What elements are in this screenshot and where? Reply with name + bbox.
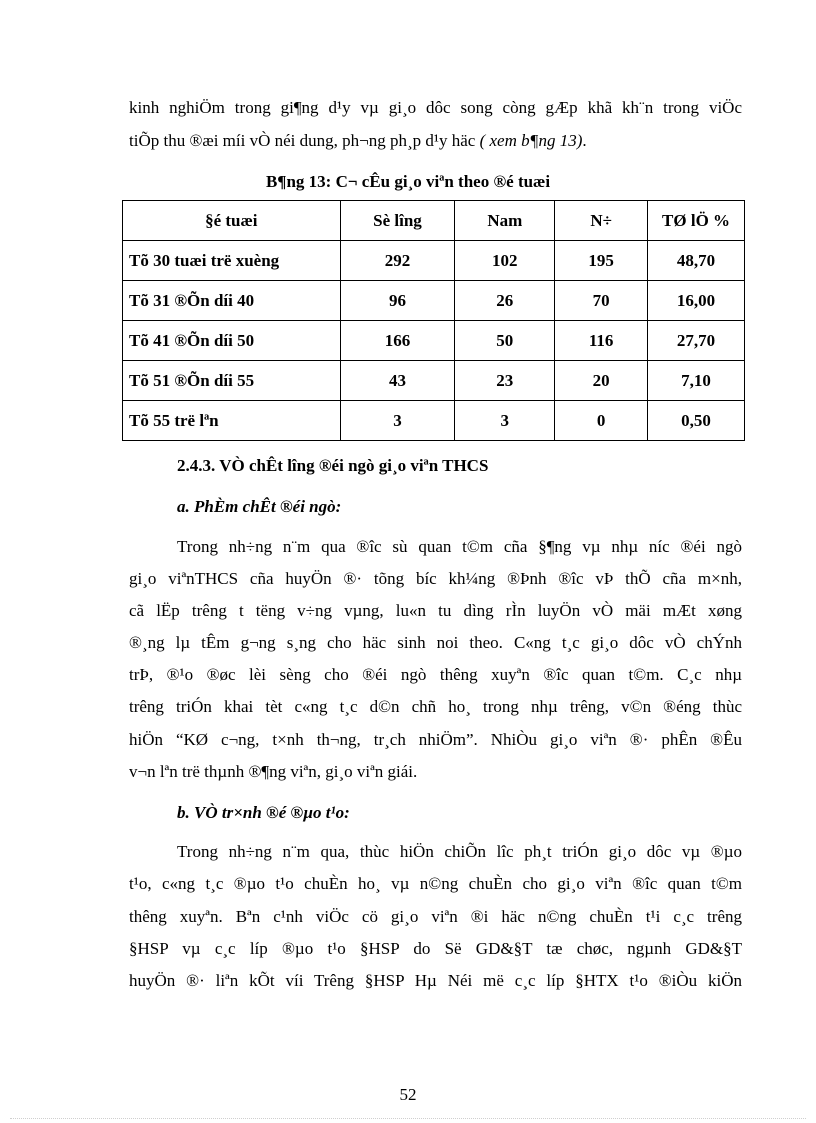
para-a-line-5: trÞ, ®¹o ®øc lèi sèng cho ®éi ngò thêng xuyªn ®îc quan t©m. C¸c nhµ <box>129 665 742 684</box>
intro-line-1: kinh nghiÖm trong gi¶ng d¹y vµ gi¸o dôc song còng gÆp khã kh¨n trong viÖc <box>129 98 742 117</box>
para-b-line-4: §HSP vµ c¸c líp ®µo t¹o §HSP do Së GD&§T tæ chøc, ngµnh GD&§T <box>129 939 742 958</box>
cell-female: 116 <box>555 321 648 361</box>
cell-count: 3 <box>340 401 455 441</box>
header-female: N÷ <box>555 201 648 241</box>
table-row <box>123 241 745 281</box>
cell-count: 43 <box>340 361 455 401</box>
para-b-line-1: Trong nh÷ng n¨m qua, thùc hiÖn chiÕn lîc ph¸t triÓn gi¸o dôc vµ ®µo <box>177 842 742 861</box>
cell-male: 102 <box>455 241 555 281</box>
cell-percent: 7,10 <box>648 361 745 401</box>
table-reference: ( xem b¶ng 13) <box>479 131 583 150</box>
age-structure-table <box>122 200 745 441</box>
cell-age: Tõ 55 trë lªn <box>123 401 341 441</box>
para-a-line-1: Trong nh÷ng n¨m qua ®îc sù quan t©m cña §¶ng vµ nhµ níc ®éi ngò <box>177 537 742 556</box>
cell-count: 166 <box>340 321 455 361</box>
cell-male: 26 <box>455 281 555 321</box>
table-caption: B¶ng 13: C¬ cÊu gi¸o viªn theo ®é tuæi <box>265 172 551 191</box>
intro-line-2-end: . <box>582 131 587 150</box>
cell-male: 3 <box>455 401 555 441</box>
para-b-line-2: t¹o, c«ng t¸c ®µo t¹o chuÈn ho¸ vµ n©ng chuÈn cho gi¸o viªn ®îc quan t©m <box>129 874 742 893</box>
header-percent: TØ lÖ % <box>648 201 745 241</box>
cell-count: 96 <box>340 281 455 321</box>
cell-female: 70 <box>555 281 648 321</box>
header-count: Sè lîng <box>340 201 455 241</box>
table-header-row <box>123 201 745 241</box>
cell-percent: 48,70 <box>648 241 745 281</box>
table-row <box>123 321 745 361</box>
section-heading: 2.4.3. VÒ chÊt lîng ®éi ngò gi¸o viªn THCS <box>177 456 489 475</box>
page-bottom-divider <box>10 1118 806 1119</box>
page-number: 52 <box>399 1085 417 1104</box>
cell-age: Tõ 30 tuæi trë xuèng <box>123 241 341 281</box>
para-a-line-6: trêng triÓn khai tèt c«ng t¸c d©n chñ ho¸ trong nhµ trêng, v©n ®éng thùc <box>129 697 742 716</box>
header-male: Nam <box>455 201 555 241</box>
cell-age: Tõ 31 ®Õn díi 40 <box>123 281 341 321</box>
cell-female: 0 <box>555 401 648 441</box>
cell-age: Tõ 41 ®Õn díi 50 <box>123 321 341 361</box>
cell-percent: 16,00 <box>648 281 745 321</box>
para-b-line-3: thêng xuyªn. Bªn c¹nh viÖc cö gi¸o viªn ®i häc n©ng chuÈn t¹i c¸c trêng <box>129 907 742 926</box>
para-a-line-8: v¬n lªn trë thµnh ®¶ng viªn, gi¸o viªn giái. <box>129 762 418 781</box>
header-age: §é tuæi <box>123 201 341 241</box>
cell-percent: 0,50 <box>648 401 745 441</box>
subheading-a: a. PhÈm chÊt ®éi ngò: <box>177 497 342 516</box>
table-row <box>123 281 745 321</box>
para-a-line-2: gi¸o viªnTHCS cña huyÖn ®· tõng bíc kh¼ng ®Þnh ®îc vÞ thÕ cña m×nh, <box>129 569 742 588</box>
para-b-line-5: huyÖn ®· liªn kÕt víi Trêng §HSP Hµ Néi më c¸c líp §HTX t¹o ®iÒu kiÖn <box>129 971 742 990</box>
para-a-line-7: hiÖn “KØ c¬ng, t×nh th¬ng, tr¸ch nhiÖm”. NhiÒu gi¸o viªn ®· phÊn ®Êu <box>129 730 742 749</box>
cell-male: 50 <box>455 321 555 361</box>
cell-percent: 27,70 <box>648 321 745 361</box>
table-row <box>123 401 745 441</box>
cell-female: 20 <box>555 361 648 401</box>
para-a-line-3: cã lËp trêng t tëng v÷ng vµng, lu«n tu dìng rÌn luyÖn vÒ mäi mÆt xøng <box>129 601 742 620</box>
para-a-line-4: ®¸ng lµ tÊm g¬ng s¸ng cho häc sinh noi theo. C«ng t¸c gi¸o dôc vÒ chÝnh <box>129 633 742 652</box>
intro-line-2 <box>129 131 587 151</box>
cell-male: 23 <box>455 361 555 401</box>
subheading-b: b. VÒ tr×nh ®é ®µo t¹o: <box>177 803 350 822</box>
cell-count: 292 <box>340 241 455 281</box>
cell-female: 195 <box>555 241 648 281</box>
table-row <box>123 361 745 401</box>
cell-age: Tõ 51 ®Õn díi 55 <box>123 361 341 401</box>
intro-line-2-text: tiÕp thu ®æi míi vÒ néi dung, ph¬ng ph¸p d¹y häc <box>129 131 480 150</box>
